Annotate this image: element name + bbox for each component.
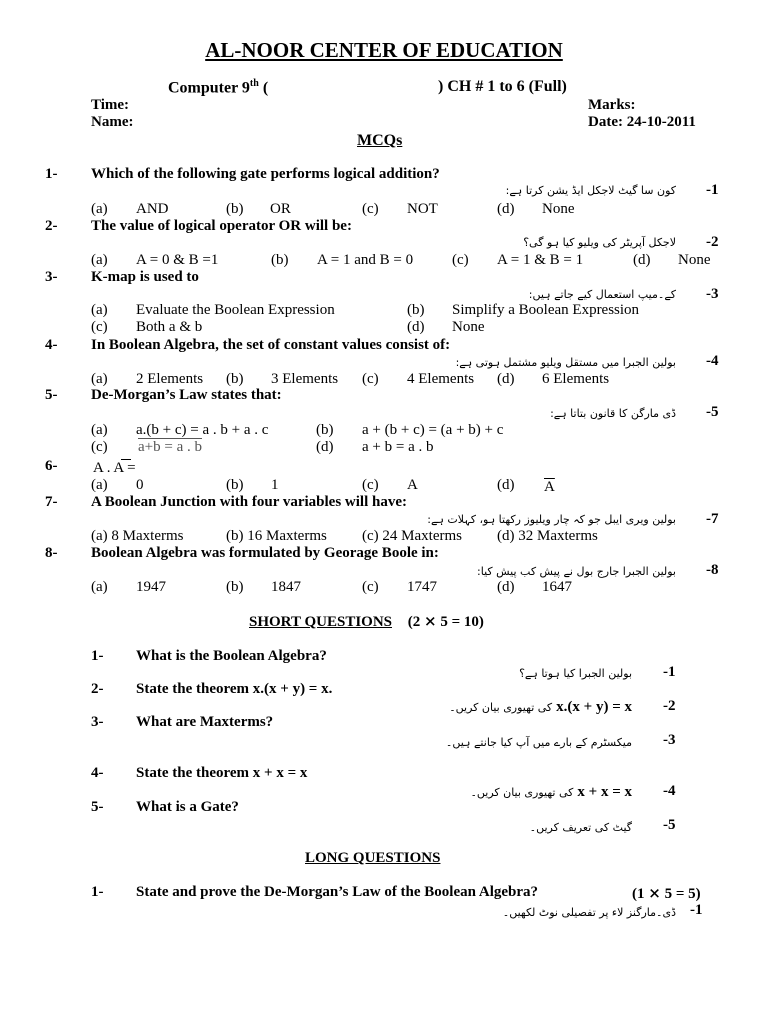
long-marks: (1 ⨯ 5 = 5) [632,886,701,902]
mcq-urdu-number: -5 [706,404,719,420]
option-label: (d) [497,201,515,217]
option-text-overlined [138,439,202,456]
option-text: A = 1 & B = 1 [497,252,584,268]
option-text: 1 [271,477,279,493]
option-label: (c) [362,201,379,217]
chapter-range: ) CH # 1 to 6 (Full) [438,78,567,95]
option-text: Both a & b [136,319,203,335]
option-label: (b) [316,422,334,438]
long-urdu: ڈی۔مارگنز لاء پر تفصیلی نوٹ لکھیں۔ [502,906,676,919]
name-label: Name: [91,114,134,130]
option-text: 2 Elements [136,371,204,387]
option-text: a + (b + c) = (a + b) + c [362,422,504,438]
option-label: (a) [91,201,108,217]
short-urdu-number: -2 [663,698,676,714]
mcq-urdu-number: -1 [706,182,719,198]
option-label: (a) [91,302,108,318]
option-text: 32 Maxterms [518,528,598,544]
option-text: 1947 [136,579,166,595]
mcq-urdu: لاجکل آپریٹر کی ویلیو کیا ہو گی؟ [523,236,676,249]
short-urdu-formula: x + x = x [577,784,632,800]
option-label: (c) [91,439,108,455]
short-number: 3- [91,714,104,730]
subject-open-paren: ( [262,79,269,97]
mcq-urdu: ڈی مارگن کا قانون بتاتا ہے: [550,407,676,420]
option-text: None [452,319,485,335]
option-text: 6 Elements [542,371,610,387]
mcq-question: De-Morgan’s Law states that: [91,387,282,403]
subject-label [168,78,268,97]
mcq-number: 5- [45,387,58,403]
option-label: (d) [407,319,425,335]
option-label: (d) [633,252,651,268]
option-label: (c) [91,319,108,335]
overlined-expression: a+b = a . b [138,439,202,455]
mcq-urdu-number: -7 [706,511,719,527]
short-questions-heading [249,612,484,631]
mcq-question: K-map is used to [91,269,199,285]
option-label: (b) [271,252,289,268]
short-number: 1- [91,648,104,664]
option-text: a + b = a . b [362,439,434,455]
short-question: What is the Boolean Algebra? [136,648,327,664]
marks-label: Marks: [588,97,636,113]
option-label: (c) [452,252,469,268]
option-label: (c) [362,477,379,493]
mcq-number: 2- [45,218,58,234]
mcq-number: 7- [45,494,58,510]
option-label: (c) [362,528,379,544]
option-item [362,528,462,545]
option-label: (d) [497,528,515,544]
short-question: What is a Gate? [136,799,239,815]
option-text: 3 Elements [271,371,339,387]
mcq-question: The value of logical operator OR will be: [91,218,352,234]
option-text: 1647 [542,579,572,595]
short-urdu: کی تھیوری بیان کریں۔ [470,786,574,799]
mcq-urdu-number: -2 [706,234,719,250]
option-text: 0 [136,477,144,493]
option-text: 8 Maxterms [111,528,184,544]
mcq-urdu: کون سا گیٹ لاجکل ایڈ یشن کرتا ہے: [505,184,676,197]
mcq-urdu: بولین الجبرا میں مستقل ویلیو مشتمل ہوتی ہے: [455,356,676,369]
mcq-urdu-number: -3 [706,286,719,302]
short-question: State the theorem x + x = x [136,765,308,781]
option-text: A = 0 & B =1 [136,252,219,268]
short-urdu-line [449,698,632,716]
option-text-overlined [544,479,555,496]
short-urdu-number: -1 [663,664,676,680]
option-label: (d) [497,477,515,493]
overlined-expression: $\overline{A}$ [544,479,555,495]
option-text: NOT [407,201,438,217]
overline-bar [121,459,131,460]
long-urdu-number: -1 [690,902,703,918]
long-question: State and prove the De-Morgan’s Law of the Boolean Algebra? [136,884,539,900]
option-label: (b) [407,302,425,318]
short-urdu-number: -5 [663,817,676,833]
option-label: (a) [91,371,108,387]
short-number: 2- [91,681,104,697]
option-text: Evaluate the Boolean Expression [136,302,335,318]
short-urdu: کی تھیوری بیان کریں۔ [449,701,553,714]
option-text: a.(b + c) = a . b + a . c [136,422,269,438]
option-text: 24 Maxterms [382,528,462,544]
school-title: AL-NOOR CENTER OF EDUCATION [205,38,563,62]
mcq-urdu-number: -4 [706,353,719,369]
short-marks: (2 ⨯ 5 = 10) [407,614,484,630]
mcq-number: 8- [45,545,58,561]
option-label: (b) [226,477,244,493]
option-text: None [678,252,711,268]
option-label: (d) [497,579,515,595]
option-text: Simplify a Boolean Expression [452,302,640,318]
mcq-question: A . A = [93,460,136,476]
short-question: State the theorem x.(x + y) = x. [136,681,333,697]
option-label: (d) [497,371,515,387]
mcq-urdu-number: -8 [706,562,719,578]
option-label: (a) [91,528,108,544]
long-questions-heading: LONG QUESTIONS [305,850,441,866]
mcq-question: Which of the following gate performs logical addition? [91,166,440,182]
option-label: (b) [226,201,244,217]
mcq-number: 1- [45,166,58,182]
mcq-urdu: کے۔میپ استعمال کیے جاتے ہیں: [528,288,676,301]
option-text: AND [136,201,169,217]
mcq-question: In Boolean Algebra, the set of constant values consist of: [91,337,451,353]
option-label: (b) [226,579,244,595]
option-text: None [542,201,575,217]
short-urdu-formula: x.(x + y) = x [556,699,632,715]
option-text: 1747 [407,579,437,595]
short-urdu: میکسٹرم کے بارے میں آپ کیا جانتے ہیں۔ [445,736,632,749]
short-number: 5- [91,799,104,815]
option-label: (a) [91,252,108,268]
option-item [226,528,327,545]
option-label: (a) [91,477,108,493]
mcq-urdu: بولین ویری ایبل جو کہ چار ویلیوز رکھتا ہو، کہلات ہے: [427,513,676,526]
short-urdu-line [470,783,632,801]
time-label: Time: [91,97,130,113]
short-heading-text: SHORT QUESTIONS [249,614,392,630]
option-label: (d) [316,439,334,455]
short-question: What are Maxterms? [136,714,274,730]
option-text: A [407,477,418,493]
short-urdu: بولین الجبرا کیا ہوتا ہے؟ [519,667,632,680]
mcq-heading: MCQs [357,132,403,149]
date-label: Date: 24-10-2011 [588,114,696,130]
short-urdu-number: -3 [663,732,676,748]
option-label: (c) [362,371,379,387]
option-label: (b) [226,528,244,544]
mcq-number: 4- [45,337,58,353]
short-urdu: گیٹ کی تعریف کریں۔ [529,821,632,834]
short-number: 4- [91,765,104,781]
mcq-number: 6- [45,458,58,474]
mcq-question: Boolean Algebra was formulated by Georage Boole in: [91,545,439,561]
long-number: 1- [91,884,104,900]
option-label: (c) [362,579,379,595]
subject-name: Computer 9 [168,79,250,97]
short-urdu-number: -4 [663,783,676,799]
option-label: (b) [226,371,244,387]
option-label: (a) [91,422,108,438]
option-text: 16 Maxterms [247,528,327,544]
option-item [91,528,183,545]
mcq-number: 3- [45,269,58,285]
mcq-urdu: بولین الجبرا جارج بول نے پیش کب پیش کیا: [477,565,676,578]
option-text: 1847 [271,579,301,595]
option-text: 4 Elements [407,371,475,387]
option-text: A = 1 and B = 0 [317,252,414,268]
mcq-question: A Boolean Junction with four variables will have: [91,494,407,510]
option-label: (a) [91,579,108,595]
option-item [497,528,598,545]
subject-sup: th [249,78,259,89]
option-text: OR [270,201,291,217]
